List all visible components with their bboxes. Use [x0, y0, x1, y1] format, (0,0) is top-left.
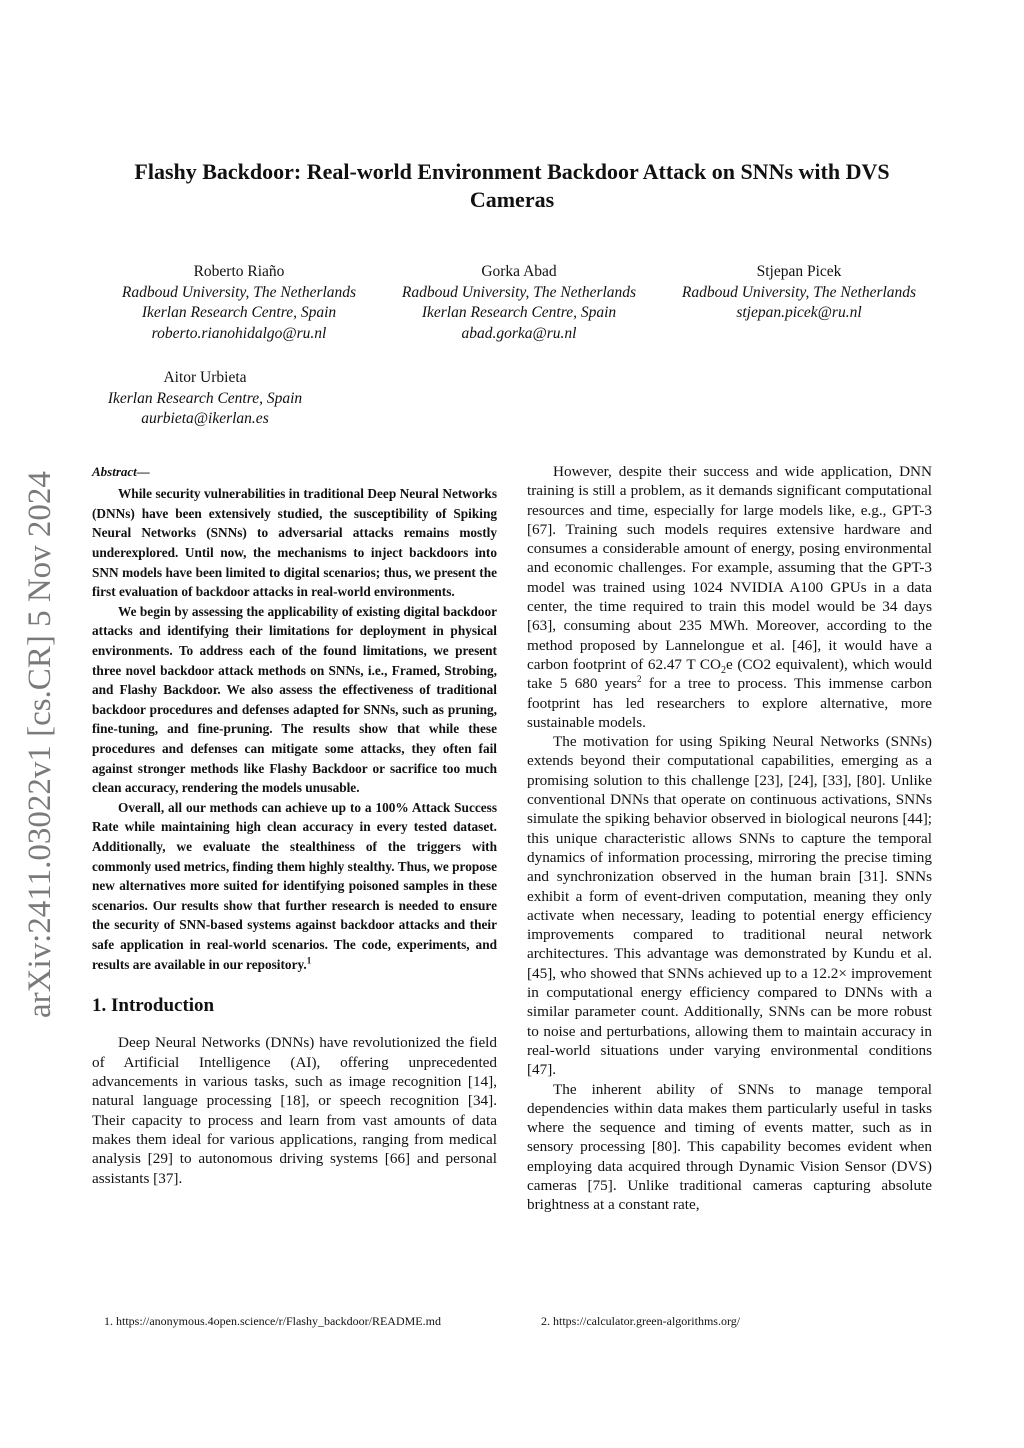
footnote[interactable]: 2. https://calculator.green-algorithms.org/ — [541, 1314, 741, 1328]
left-column — [92, 462, 497, 1188]
author-affiliation: Ikerlan Research Centre, Spain — [107, 389, 303, 407]
footnote-mark[interactable]: 1 — [306, 955, 312, 966]
author-affiliation: Ikerlan Research Centre, Spain — [421, 304, 617, 321]
body-paragraph — [527, 462, 932, 732]
body-paragraph: The motivation for using Spiking Neural Networks (SNNs) extends beyond their computational capabilities, emerging as a promising solution to this challenge [23], [24], [33], [80]. Unlike conventional DNNs that operate on continuous activations, SNNs simulate the spiking behavior observed in biological neurons [44]; this unique characteristic allows SNNs to capture the temporal dynamics of information processing, mirroring the precise timing and synchronization observed in the human brain [31]. SNNs exhibit a form of event-driven computation, meaning they only activate when necessary, leading to potential energy efficiency improvements compared to traditional neural network architectures. This advantage was demonstrated by Kundu et al. [45], who showed that SNNs achieved up to a 12.2× improvement in computational energy efficiency compared to DNNs with a similar parameter count. Additionally, SNNs can be more robust to noise and perturbations, allowing them to maintain accuracy in real-world situations under varying environmental conditions [47]. — [527, 733, 932, 1079]
footnote-mark[interactable]: 2 — [636, 674, 642, 685]
body-text: However, despite their success and wide application, DNN training is still a problem, as it demands significant computational resources and time, especially for large models like, e.g., GPT-3 [67]. Training such models requires extensive hardware and consumes a considerable amount of energy, posing environmental and economic challenges. For example, assuming that the GPT-3 model was trained using 1024 NVIDIA A100 GPUs in a data center, the time required to train this model would be 34 days [63], consuming about 235 MWh. Moreover, according to the method proposed by Lannelongue et al. [46], it would have a carbon footprint of 62.47 T CO — [527, 463, 932, 673]
author-block — [380, 262, 658, 344]
body-text: e (CO2 equivalent), which would take 5 680 years — [527, 655, 933, 693]
body-paragraph: Deep Neural Networks (DNNs) have revolutionized the field of Artificial Intelligence (AI), offering unprecedented advancements in various tasks, such as image recognition [14], natural language processing [18], or speech recognition [34]. Their capacity to process and learn from vast amounts of data makes them ideal for various applications, ranging from medical analysis [29] to autonomous driving systems [66] and personal assistants [37]. — [92, 1034, 497, 1187]
author-name: Roberto Riaño — [193, 263, 285, 280]
abstract-paragraph — [92, 798, 497, 974]
body-paragraph: The inherent ability of SNNs to manage temporal dependencies within data makes them particularly useful in tasks where the sequence and timing of events matter, such as in sensory processing [80]. This capability becomes evident when employing data acquired through Dynamic Vision Sensor (DVS) cameras [75]. Unlike traditional cameras capturing absolute brightness at a constant rate, — [527, 1080, 932, 1214]
author-affiliation: Radboud University, The Netherlands — [121, 283, 357, 301]
right-column — [527, 462, 932, 1215]
author-email[interactable]: stjepan.picek@ru.nl — [736, 304, 862, 321]
abstract-paragraph-text: Overall, all our methods can achieve up to a 100% Attack Success Rate while maintaining high clean accuracy in every tested dataset. Additionally, we evaluate the stealthiness of the triggers with commonly used metrics, finding them highly stealthy. Thus, we propose new alternatives more suited for identifying poisoned samples in these scenarios. Our results show that further research is needed to ensure the security of SNN-based systems against backdoor attacks and their safe application in real-world scenarios. The code, experiments, and results are available in our repository. — [92, 799, 497, 972]
arxiv-identifier: arXiv:2411.03022v1 [cs.CR] 5 Nov 2024 — [22, 471, 58, 1019]
author-email[interactable]: roberto.rianohidalgo@ru.nl — [151, 324, 327, 342]
abstract-paragraph: We begin by assessing the applicability of existing digital backdoor attacks and identifying their limitations for deployment in physical environments. To address each of the found limitations, we present three novel backdoor attack methods on SNNs, i.e., Framed, Strobing, and Flashy Backdoor. We also assess the effectiveness of traditional backdoor procedures and defenses adapted for SNNs, such as pruning, fine-tuning, and fine-pruning. The results show that while these procedures and defenses can mitigate some attacks, they often fail against stronger methods like Flashy Backdoor or sacrifice too much clean accuracy, rendering the models unusable. — [92, 603, 497, 796]
author-affiliation: Ikerlan Research Centre, Spain — [141, 304, 337, 321]
footnote[interactable]: 1. https://anonymous.4open.science/r/Flashy_backdoor/README.md — [104, 1314, 441, 1328]
abstract-heading: Abstract— — [92, 464, 150, 479]
subscript: 2 — [721, 665, 727, 676]
author-affiliation: Radboud University, The Netherlands — [681, 283, 917, 301]
author-block — [660, 262, 938, 324]
author-block — [80, 368, 330, 430]
author-name: Gorka Abad — [481, 263, 557, 280]
body-text: for a tree to process. This immense carbon footprint has led researchers to explore alternative, more sustainable models. — [527, 675, 932, 731]
paper-title: Flashy Backdoor: Real-world Environment Backdoor Attack on SNNs with DVS Cameras — [134, 159, 890, 212]
author-email[interactable]: aurbieta@ikerlan.es — [141, 410, 269, 427]
author-name: Stjepan Picek — [756, 263, 842, 280]
author-block — [100, 262, 378, 344]
author-email[interactable]: abad.gorka@ru.nl — [461, 324, 577, 342]
author-name: Aitor Urbieta — [163, 369, 247, 386]
section-heading-introduction: 1. Introduction — [92, 995, 215, 1017]
author-affiliation: Radboud University, The Netherlands — [401, 283, 637, 301]
abstract-paragraph: While security vulnerabilities in traditional Deep Neural Networks (DNNs) have been extensively studied, the susceptibility of Spiking Neural Networks (SNNs) to adversarial attacks remains mostly underexplored. Until now, the mechanisms to inject backdoors into SNN models have been limited to digital scenarios; thus, we present the first evaluation of backdoor attacks in real-world environments. — [92, 486, 497, 600]
